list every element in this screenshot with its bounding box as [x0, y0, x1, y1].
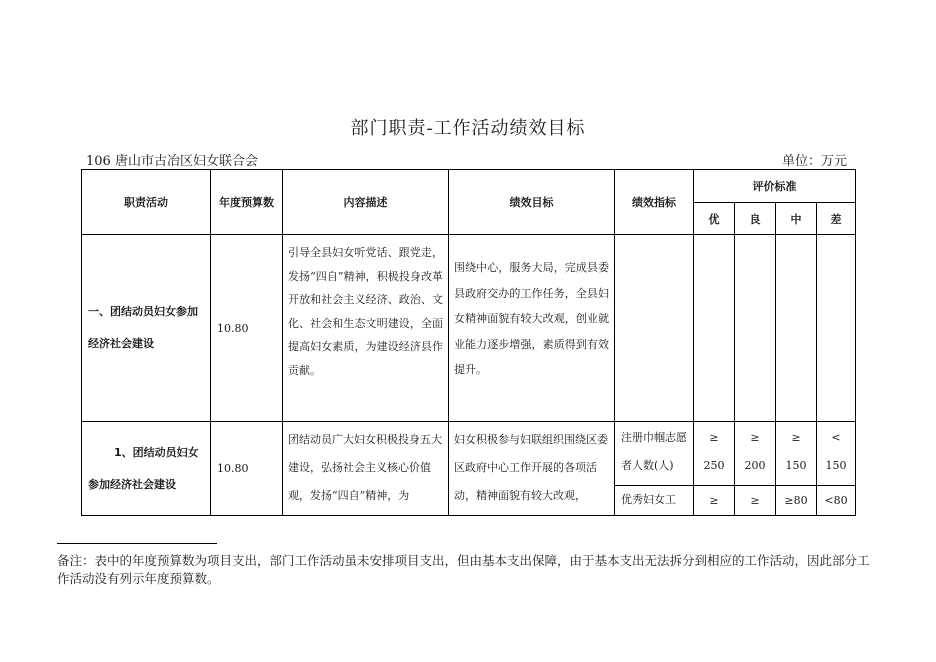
goal-cell: 围绕中心，服务大局，完成县委县政府交办的工作任务，全县妇女精神面貌有较大改观，创业就业能力逐步增强，素质得到有效提升。: [449, 235, 615, 422]
good-value: 200: [744, 459, 766, 472]
fair-cell: ≥80: [776, 486, 817, 516]
header-poor: 差: [817, 203, 856, 235]
header-criteria: 评价标准: [694, 170, 856, 203]
header-indicator: 绩效指标: [615, 170, 694, 235]
fair-cell: [776, 235, 817, 422]
header-goal: 绩效目标: [449, 170, 615, 235]
description-cell: 团结动员广大妇女积极投身五大建设，弘扬社会主义核心价值观，发扬“四自”精神，为: [283, 422, 449, 516]
table-row: [82, 422, 856, 486]
fair-value: 150: [785, 459, 807, 472]
header-excellent: 优: [694, 203, 735, 235]
header-description: 内容描述: [283, 170, 449, 235]
excellent-cell: [694, 422, 735, 486]
poor-cell: [817, 235, 856, 422]
excellent-symbol: ≥: [709, 431, 719, 444]
excellent-value: 250: [703, 459, 725, 472]
activity-cell: 1、团结动员妇女参加经济社会建设: [82, 422, 211, 516]
excellent-cell: ≥: [694, 486, 735, 516]
indicator-cell: 优秀妇女工: [615, 486, 694, 516]
poor-symbol: <: [831, 431, 841, 444]
good-cell: [735, 422, 776, 486]
footnote-divider: [57, 543, 217, 544]
organization-label: 106 唐山市古冶区妇女联合会: [86, 154, 258, 169]
table-row: [82, 235, 856, 422]
activity-cell: 一、团结动员妇女参加经济社会建设: [82, 235, 211, 422]
header-activity: 职责活动: [82, 170, 211, 235]
poor-cell: [817, 422, 856, 486]
header-good: 良: [735, 203, 776, 235]
good-cell: ≥: [735, 486, 776, 516]
budget-cell: 10.80: [211, 422, 283, 516]
excellent-cell: [694, 235, 735, 422]
page-title: 部门职责-工作活动绩效目标: [350, 118, 586, 139]
good-symbol: ≥: [750, 431, 760, 444]
budget-cell: 10.80: [211, 235, 283, 422]
performance-table: [81, 169, 856, 516]
indicator-cell: 注册巾帼志愿者人数(人): [615, 422, 694, 486]
fair-cell: [776, 422, 817, 486]
goal-cell: 妇女积极参与妇联组织围绕区委区政府中心工作开展的各项活动，精神面貌有较大改观，: [449, 422, 615, 516]
footnote: 备注：表中的年度预算数为项目支出，部门工作活动虽未安排项目支出，但由基本支出保障，由于基本支出无法拆分到相应的工作活动，因此部分工作活动没有列示年度预算数。: [57, 553, 870, 586]
poor-value: 150: [825, 459, 847, 472]
unit-label: 单位：万元: [782, 154, 848, 169]
poor-cell: <80: [817, 486, 856, 516]
description-cell: 引导全县妇女听党话、跟党走，发扬“四自”精神，积极投身改革开放和社会主义经济、政治、文化、社会和生态文明建设，全面提高妇女素质，为建设经济县作贡献。: [283, 235, 449, 422]
fair-symbol: ≥: [791, 431, 801, 444]
header-fair: 中: [776, 203, 817, 235]
indicator-cell: [615, 235, 694, 422]
header-budget: 年度预算数: [211, 170, 283, 235]
good-cell: [735, 235, 776, 422]
